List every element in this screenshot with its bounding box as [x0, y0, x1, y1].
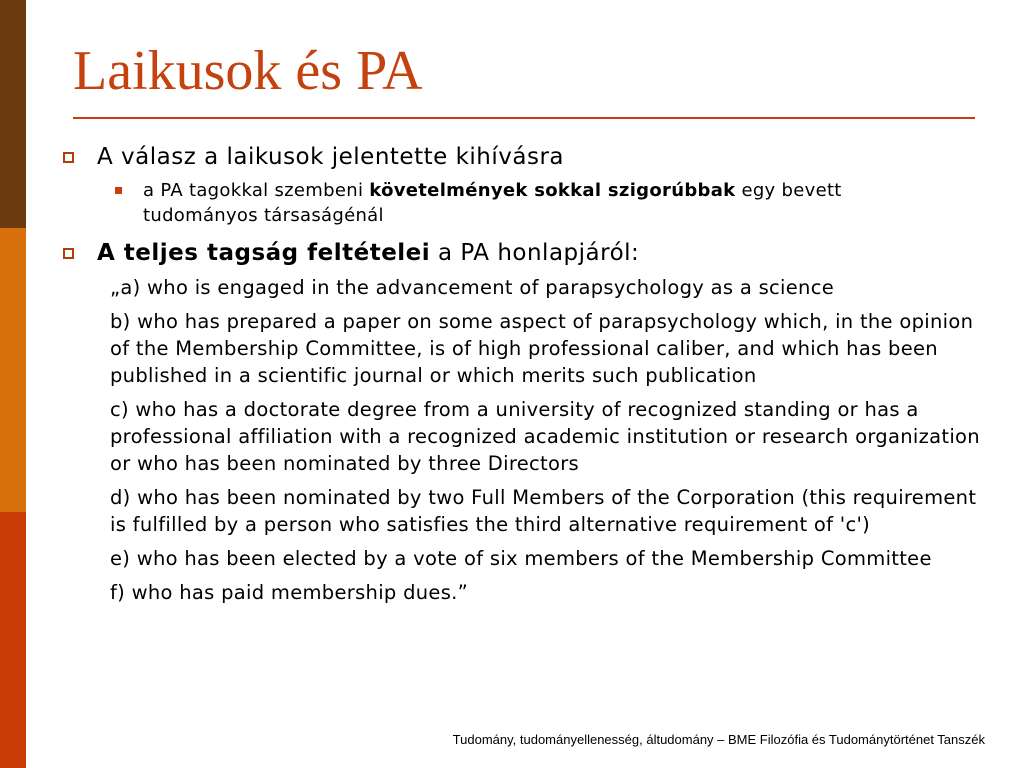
title-underline: [73, 117, 975, 119]
criterion-b: b) who has prepared a paper on some aspect of parapsychology which, in the opinion of the Membership Committee, is of high professional caliber, and which has been published in a scientific journal or which merits such publication: [110, 310, 974, 387]
sub-bullet-requirements: [60, 178, 923, 228]
criterion-d: d) who has been nominated by two Full Members of the Corporation (this requirement is fulfilled by a person who satisfies the third alternative requirement of 'c'): [110, 486, 977, 536]
bullet-text: A válasz a laikusok jelentette kihívásra: [97, 144, 564, 170]
criterion-a: „a) who is engaged in the advancement of parapsychology as a science: [110, 276, 835, 299]
bullet-response: [60, 142, 980, 172]
hollow-square-bullet-icon: [63, 248, 74, 259]
sub-bullet-prefix: a PA tagokkal szembeni: [143, 180, 370, 201]
hollow-square-bullet-icon: [63, 152, 74, 163]
sub-bullet-bold: követelmények sokkal szigorúbbak: [369, 180, 736, 201]
filled-square-bullet-icon: [115, 187, 122, 194]
bullet-membership-conditions: [60, 238, 980, 268]
bullet-bold: A teljes tagság feltételei: [97, 240, 431, 266]
bullet-suffix: a PA honlapjáról:: [430, 240, 640, 266]
sub-bullet-suffix: egy bevett tudományos társaságénál: [143, 180, 842, 226]
criterion-f: f) who has paid membership dues.”: [110, 581, 469, 604]
side-bar-dark-brown: [0, 0, 26, 228]
criterion-c: c) who has a doctorate degree from a university of recognized standing or has a professional affiliation with a recognized academic institution or research organization or who has been nominated by three Directors: [110, 398, 980, 475]
slide-footer: Tudomány, tudományellenesség, áltudomány – BME Filozófia és Tudománytörténet Tanszék: [452, 732, 985, 747]
criterion-e: e) who has been elected by a vote of six members of the Membership Committee: [110, 547, 932, 570]
slide-title: Laikusok és PA: [73, 40, 423, 102]
slide-content: [60, 142, 980, 613]
side-bar-red: [0, 512, 26, 768]
side-bar-orange: [0, 228, 26, 512]
